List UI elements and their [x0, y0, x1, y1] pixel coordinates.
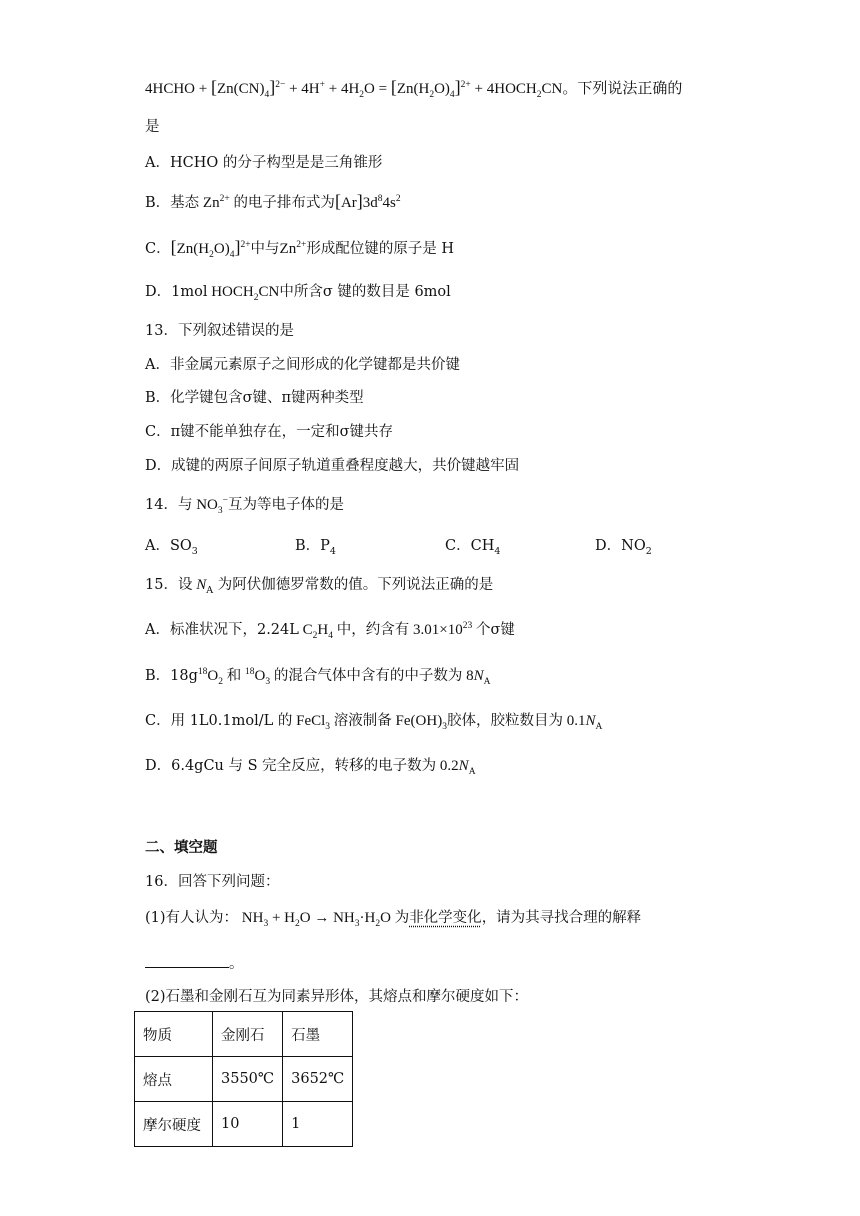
q14-stem: 14．与 $NO_3^-$互为等电子体的是: [145, 496, 344, 516]
table-row: [135, 1102, 353, 1147]
q16-part1-answer: 。: [145, 953, 244, 975]
table-cell: 金刚石: [213, 1012, 283, 1057]
properties-table: [134, 1011, 353, 1147]
q12-option-a: A．HCHO 的分子构型是是三角锥形: [145, 155, 383, 171]
q12-option-c: C．$[Zn(H_2O)_4]^{2+}$中与$Zn^{2+}$形成配位键的原子是 H: [145, 237, 455, 260]
table-cell: 10: [213, 1102, 283, 1147]
section-title: 二、填空题: [145, 839, 218, 856]
q15-option-d: D．6.4gCu 与 S 完全反应，转移的电子数为 $0.2N_A$: [145, 758, 476, 777]
q13-option-d: D．成键的两原子间原子轨道重叠程度越大，共价键越牢固: [145, 458, 520, 474]
q14-option-d: D．$NO_2$: [595, 538, 652, 557]
q14-option-a: A．$SO_3$: [145, 538, 198, 557]
table-header-row: [135, 1012, 353, 1057]
q13-option-c: C．π键不能单独存在，一定和σ键共存: [145, 424, 394, 440]
q15-option-c: C．用 1L0.1mol/L 的 FeCl$_3$ 溶液制备 $Fe(OH)_3$胶体，胶粒数目为 $0.1N_A$: [145, 713, 603, 732]
table-cell: 3652℃: [283, 1057, 353, 1102]
q12-stem-cont: 是: [145, 119, 160, 135]
answer-blank[interactable]: [145, 953, 229, 968]
table-cell: 1: [283, 1102, 353, 1147]
q12-option-d: D．1mol $HOCH_2CN$中所含σ 键的数目是 6mol: [145, 284, 451, 303]
q16-stem: 16．回答下列问题：: [145, 874, 280, 890]
table-cell: 熔点: [135, 1057, 213, 1102]
table-row: [135, 1057, 353, 1102]
q16-part1: (1)有人认为： $NH_3 + H_2O \to NH_3\cdot H_2O$ 为非化学变化，请为其寻找合理的解释: [145, 910, 642, 929]
q12-option-b: B．基态 $Zn^{2+}$ 的电子排布式为$[Ar]3d^84s^2$: [145, 191, 401, 211]
q12-equation: 4HCHO + $[Zn(CN)_4]^{2-} + 4H^+ + 4H_2O = [Zn(H_2O)_4]^{2+}$ + $4HOCH_2CN$。下列说法正确的: [145, 77, 683, 100]
q13-option-a: A．非金属元素原子之间形成的化学键都是共价键: [145, 357, 460, 373]
table-cell: 3550℃: [213, 1057, 283, 1102]
q15-option-b: B．$18g^{18}O_2$ 和 $^{18}O_3$ 的混合气体中含有的中子数为 $8N_A$: [145, 667, 491, 687]
q16-part2: (2)石墨和金刚石互为同素异形体，其熔点和摩尔硬度如下：: [145, 989, 529, 1005]
q14-options: [145, 535, 745, 557]
q13-option-b: B．化学键包含σ键、π键两种类型: [145, 390, 364, 406]
table-cell: 石墨: [283, 1012, 353, 1057]
q15-option-a: A．标准状况下，2.24L $C_2H_4$ 中，约含有 $3.01\times 10^{23}$ 个σ键: [145, 621, 515, 641]
table-cell: 摩尔硬度: [135, 1102, 213, 1147]
table-cell: 物质: [135, 1012, 213, 1057]
q13-stem: 13．下列叙述错误的是: [145, 323, 294, 339]
q14-option-c: C．$CH_4$: [445, 538, 501, 557]
q15-stem: 15．设 $N_A$ 为阿伏伽德罗常数的值。下列说法正确的是: [145, 577, 494, 596]
q14-option-b: B．$P_4$: [295, 538, 336, 557]
